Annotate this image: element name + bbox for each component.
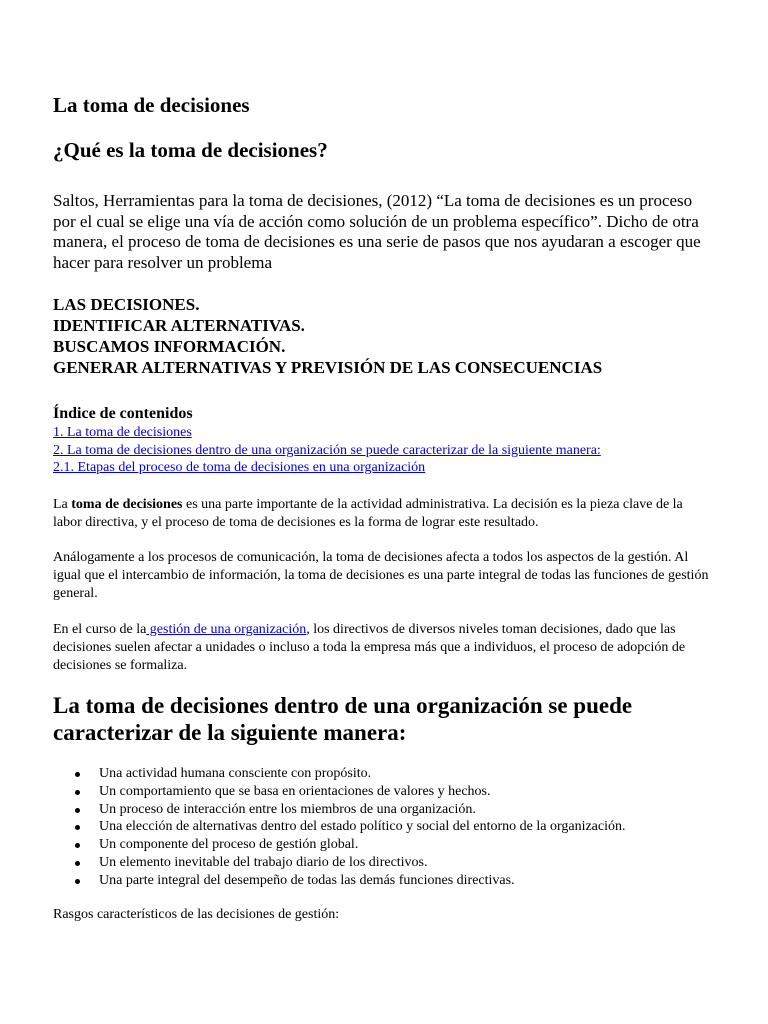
bullet-icon [75,808,80,813]
bullet-icon [75,790,80,795]
list-item [53,836,715,854]
paragraph-text: , los directivos de diversos niveles toman decisiones, dado que las decisiones suelen afectar a unidades o incluso a toda la empresa más que a individuos, el proceso de adopción de decisiones se formaliza. [53,622,686,673]
step-item: BUSCAMOS INFORMACIÓN. [53,337,286,356]
list-item-text: Una elección de alternativas dentro del estado político y social del entorno de la organización. [99,819,626,835]
list-item [53,818,715,836]
paragraph-text: es una parte importante de la actividad administrativa. La decisión es la pieza clave de la labor directiva, y el proceso de toma de decisiones es la forma de lograr este resultado. [53,497,683,530]
table-of-contents [53,404,715,477]
list-item-text: Un elemento inevitable del trabajo diario de los directivos. [99,854,428,870]
list-item-text: Una parte integral del desempeño de todas las demás funciones directivas. [99,872,515,888]
question-heading: ¿Qué es la toma de decisiones? [53,138,328,162]
intro-paragraph: Saltos, Herramientas para la toma de decisiones, (2012) “La toma de decisiones es un proceso por el cual se elige una vía de acción como solución de un problema específico”. Dicho de otra manera, el proceso de toma de decisiones es una serie de pasos que nos ayudaran a escoger que hacer para resolver un problema [53,191,701,272]
paragraph-text: La [53,497,72,512]
list-item [53,872,715,890]
list-item [53,765,715,783]
management-link[interactable]: gestión de una organización [146,622,307,637]
bullet-icon [75,879,80,884]
steps-list [53,294,602,378]
paragraph-importance [53,496,715,532]
step-item: LAS DECISIONES. [53,295,200,314]
list-item [53,854,715,872]
toc-title: Índice de contenidos [53,405,193,422]
step-item: IDENTIFICAR ALTERNATIVAS. [53,316,305,335]
list-item-text: Un componente del proceso de gestión global. [99,837,359,853]
paragraph-text: En el curso de la [53,622,147,637]
step-item: GENERAR ALTERNATIVAS Y PREVISIÓN DE LAS CONSECUENCIAS [53,358,603,377]
section-heading: La toma de decisiones dentro de una organización se puede caracterizar de la siguiente manera: [53,693,633,745]
toc-link-2[interactable]: 2. La toma de decisiones dentro de una organización se puede caracterizar de la siguiente manera: [53,442,601,458]
page-title: La toma de decisiones [53,93,250,117]
characteristics-list [53,765,715,890]
paragraph-communication: Análogamente a los procesos de comunicación, la toma de decisiones afecta a todos los aspectos de la gestión. Al igual que el intercambio de información, la toma de decisiones es una parte integral de todas las funciones de gestión general. [53,550,709,601]
list-item [53,801,715,819]
bullet-icon [75,861,80,866]
toc-link-2-1[interactable]: 2.1. Etapas del proceso de toma de decisiones en una organización [53,460,426,475]
bullet-icon [75,772,80,777]
list-item-text: Una actividad humana consciente con propósito. [99,766,372,781]
bullet-icon [75,843,80,848]
bold-term: toma de decisiones [71,497,183,512]
list-item-text: Un proceso de interacción entre los miembros de una organización. [99,801,476,817]
list-item-text: Un comportamiento que se basa en orientaciones de valores y hechos. [99,783,491,799]
list-item [53,783,715,801]
traits-paragraph: Rasgos característicos de las decisiones de gestión: [53,907,340,922]
paragraph-management [53,621,715,674]
bullet-icon [75,825,80,830]
toc-link-1[interactable]: 1. La toma de decisiones [53,425,192,440]
